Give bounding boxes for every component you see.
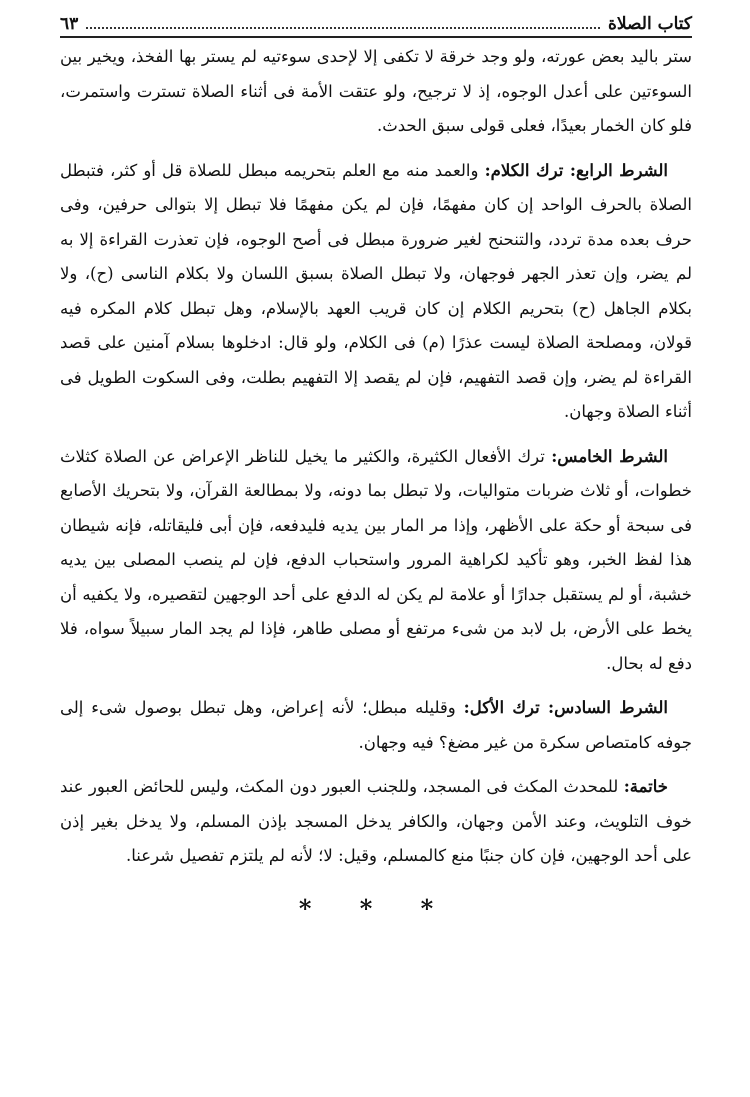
section-heading: الشرط الرابع: ترك الكلام: (484, 160, 668, 180)
section-heading: الشرط السادس: ترك الأكل: (463, 698, 668, 717)
section-heading: خاتمة: (623, 777, 668, 796)
paragraph-condition-six (60, 691, 692, 760)
section-separator: * * * (298, 893, 454, 923)
paragraph-text: ترك الأفعال الكثيرة، والكثير ما يخيل للناظر الإعراض عن الصلاة كثلاث خطوات، أو ثلاث ضربات متواليات، ولا تبطل بما دونه، ولا بمطالعة القرآن، ولا بتحريك الأصابع فى سبحة أو حكة على الأظهر، وإذا مر المار بين يديه فليدفعه، فإن أبى فليقاتله، فإنه شيطان هذا لفظ الخبر، وهو تأكيد لكراهية المرور واستحباب الدفع، فإن لم ينصب المصلى بين يديه خشبة، أو لم يستقبل جدارًا أو علامة لم يكن له الدفع على أحد الوجهين لتقصيره، ولا يكفيه أن يخط على الأرض، بل لابد من شىء مرتفع أو مصلى طاهر، فإذا لم يجد المار سبيلاً سواه، فلا دفع له بحال. (60, 446, 692, 673)
book-title: كتاب الصلاة (607, 14, 692, 34)
section-heading: الشرط الخامس: (551, 446, 668, 466)
paragraph-conclusion (60, 770, 692, 874)
paragraph-condition-four (60, 154, 692, 430)
page-header (60, 0, 692, 38)
header-dotted-leader (86, 27, 600, 29)
paragraph-text: والعمد منه مع العلم بتحريمه مبطل للصلاة قل أو كثر، فتبطل الصلاة بالحرف الواحد إن كان مفهمًا، فإن لم يكن مفهمًا فلا تبطل إلا بتوالى حرفين، وفى حرف بعده مدة تردد، والتنحنح لغير ضرورة مبطل فى أصح الوجوه، فإن تعذرت القراءة إلا به لم يضر، وإن تعذر الجهر فوجهان، ولا تبطل الصلاة بسبق اللسان ولا بكلام الناسى (ح)، ولا بكلام الجاهل (ح) بتحريم الكلام إن كان قريب العهد بالإسلام، وهل تبطل كلام المكره فيه قولان، ومصلحة الصلاة ليست عذرًا (م) فى الكلام، ولو قال: ادخلوها بسلام آمنين على قصد القراءة لم يضر، وإن قصد التفهيم، فإن لم يقصد إلا التفهيم بطلت، وفى السكوت الطويل فى أثناء الصلاة وجهان. (60, 160, 692, 421)
paragraph-text: للمحدث المكث فى المسجد، وللجنب العبور دون المكث، وليس للحائض العبور عند خوف التلويث، وعند الأمن وجهان، والكافر يدخل المسجد بإذن المسلم، ولا يدخل بغير إذن على أحد الوجهين، فإن كان جنبًا منع كالمسلم، وقيل: لا؛ لأنه لم يلتزم تفصيل شرعنا. (60, 777, 692, 865)
paragraph-continuation (60, 40, 692, 144)
paragraph-text: ستر باليد بعض عورته، ولو وجد خرقة لا تكفى إلا لإحدى سوءتيه لم يستر بها الفخذ، ويخير بين السوءتين على أعدل الوجوه، إذ لا ترجيح، ولو عتقت الأمة فى أثناء الصلاة تسترت واستمرت، فلو كان الخمار بعيدًا، فعلى قولى سبق الحدث. (60, 47, 692, 135)
page-number: ٦٣ (60, 14, 79, 34)
paragraph-condition-five (60, 440, 692, 682)
page-body (60, 40, 692, 926)
paragraph-text: وقليله مبطل؛ لأنه إعراض، وهل تبطل بوصول شىء إلى جوفه كامتصاص سكرة من غير مضغ؟ فيه وجهان. (60, 698, 692, 752)
